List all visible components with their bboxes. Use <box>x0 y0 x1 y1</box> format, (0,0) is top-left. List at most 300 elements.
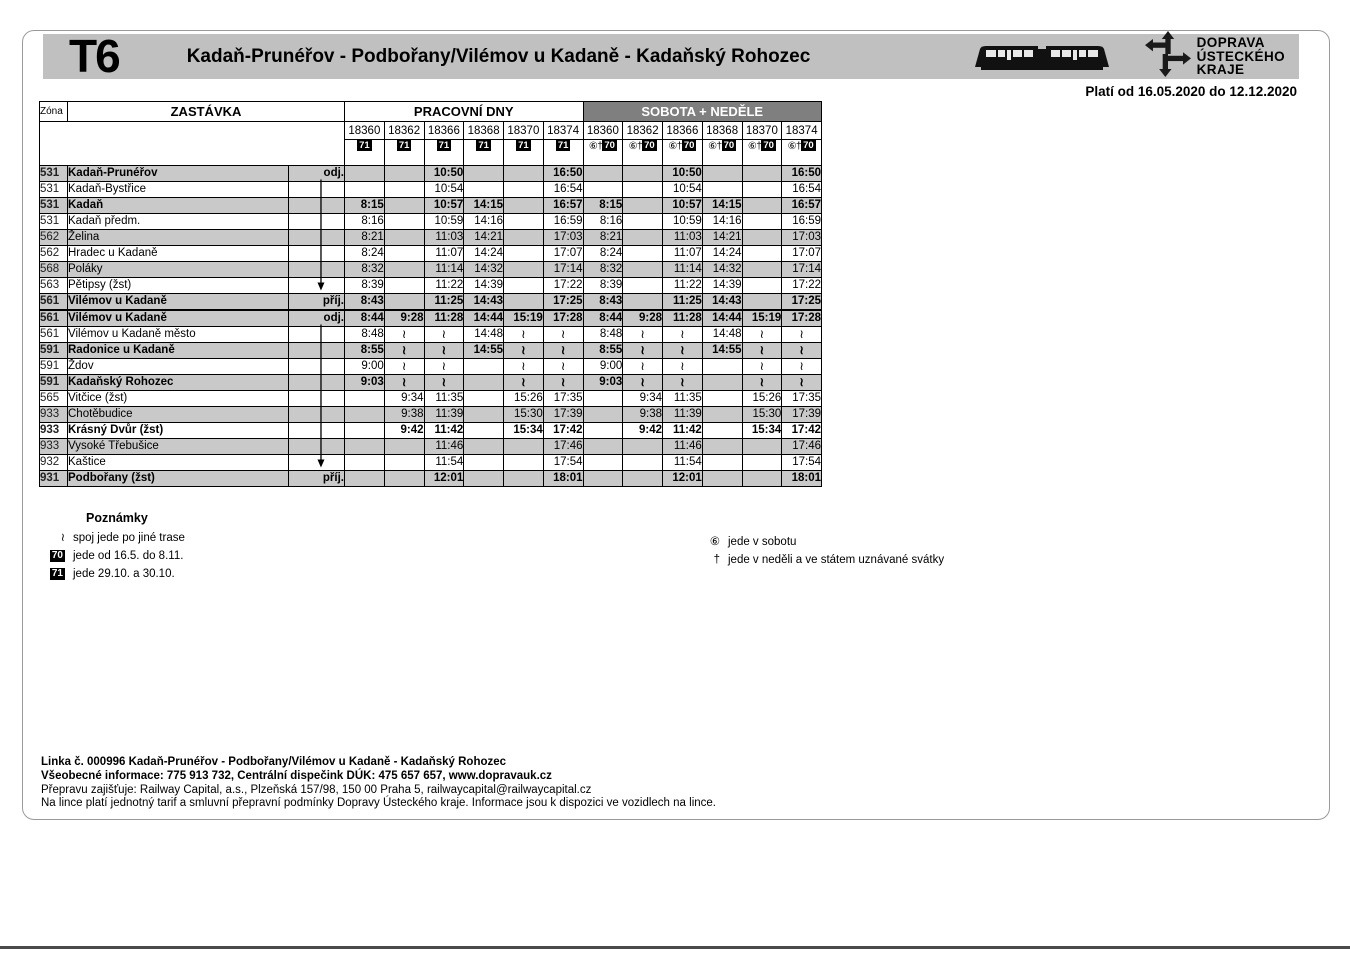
saturday-sunday-symbols: ⑥† <box>628 141 643 152</box>
station-name-cell: Chotěbudice <box>68 407 289 423</box>
arrival-departure-cell <box>289 375 345 391</box>
time-cell: 18:01 <box>543 471 583 487</box>
time-cell <box>742 262 782 278</box>
zone-cell: 562 <box>40 230 68 246</box>
footer-info <box>41 756 716 811</box>
station-row <box>40 375 822 391</box>
note-text: jede 29.10. a 30.10. <box>73 568 175 580</box>
time-cell <box>623 214 663 230</box>
time-cell: 9:42 <box>623 423 663 439</box>
zone-cell: 562 <box>40 246 68 262</box>
train-number: 18360 <box>345 122 385 140</box>
saturday-sunday-symbols: ⑥† <box>668 141 682 152</box>
time-cell <box>504 278 544 294</box>
time-cell: ≀ <box>543 327 583 343</box>
note-text: spoj jede po jiné trase <box>73 532 185 544</box>
time-cell: 14:16 <box>464 214 504 230</box>
time-cell: 14:21 <box>702 230 742 246</box>
time-cell <box>345 439 385 455</box>
time-cell <box>702 407 742 423</box>
time-cell: 9:34 <box>623 391 663 407</box>
station-name-cell: Pětipsy (žst) <box>68 278 289 294</box>
train-number: 18368 <box>464 122 504 140</box>
station-row <box>40 407 822 423</box>
time-cell: 11:54 <box>424 455 464 471</box>
time-cell <box>384 262 424 278</box>
time-cell: 17:42 <box>782 423 822 439</box>
content-box <box>22 30 1330 820</box>
time-cell: ≀ <box>504 359 544 375</box>
train-symbols <box>782 140 822 166</box>
footer-line: Linka č. 000996 Kadaň-Prunéřov - Podbořany/Vilémov u Kadaně - Kadaňský Rohozec <box>41 756 507 768</box>
station-name-cell: Želina <box>68 230 289 246</box>
time-cell: 17:28 <box>782 310 822 327</box>
time-cell: 17:25 <box>543 294 583 311</box>
arrival-departure-cell: příj. <box>289 294 345 311</box>
station-row <box>40 310 822 327</box>
time-cell <box>384 182 424 198</box>
zone-cell: 561 <box>40 294 68 311</box>
train-number: 18370 <box>742 122 782 140</box>
duk-logo <box>1145 31 1285 82</box>
station-row <box>40 327 822 343</box>
time-cell: 14:15 <box>702 198 742 214</box>
time-cell: 14:24 <box>702 246 742 262</box>
time-cell <box>702 166 742 182</box>
note-box-symbol: 71 <box>51 568 63 579</box>
time-cell: 11:35 <box>424 391 464 407</box>
time-cell: 10:59 <box>424 214 464 230</box>
note-box-symbol: 70 <box>723 140 735 151</box>
time-cell: 8:21 <box>345 230 385 246</box>
time-cell: 17:42 <box>543 423 583 439</box>
time-cell: ≀ <box>742 343 782 359</box>
time-cell: 11:39 <box>424 407 464 423</box>
time-cell: 16:50 <box>782 166 822 182</box>
time-cell: 12:01 <box>663 471 703 487</box>
time-cell <box>464 359 504 375</box>
time-cell: 15:19 <box>742 310 782 327</box>
time-cell: ≀ <box>742 375 782 391</box>
time-cell: 10:50 <box>424 166 464 182</box>
time-cell: 17:14 <box>782 262 822 278</box>
note-line <box>694 533 944 551</box>
time-cell <box>702 471 742 487</box>
validity-dates: Platí od 16.05.2020 do 12.12.2020 <box>1085 84 1297 99</box>
saturday-sunday-symbols: ⑥† <box>747 141 762 152</box>
time-cell: 17:14 <box>543 262 583 278</box>
time-cell: ≀ <box>504 375 544 391</box>
time-cell <box>384 471 424 487</box>
header-merged-cell <box>40 122 345 166</box>
time-cell: 11:07 <box>424 246 464 262</box>
zone-cell: 933 <box>40 439 68 455</box>
time-cell <box>702 375 742 391</box>
time-cell: 9:42 <box>384 423 424 439</box>
time-cell: 8:55 <box>583 343 623 359</box>
time-cell: ≀ <box>782 359 822 375</box>
time-cell: 15:26 <box>742 391 782 407</box>
time-cell: 17:35 <box>543 391 583 407</box>
time-cell <box>504 246 544 262</box>
zone-cell: 563 <box>40 278 68 294</box>
time-cell: ≀ <box>424 359 464 375</box>
time-cell: 14:39 <box>702 278 742 294</box>
time-cell: 15:26 <box>504 391 544 407</box>
time-cell <box>384 278 424 294</box>
zone-cell: 531 <box>40 166 68 182</box>
zone-column-header: Zóna <box>40 102 68 122</box>
train-symbols <box>424 140 464 166</box>
time-cell <box>384 439 424 455</box>
train-symbols <box>702 140 742 166</box>
time-cell <box>583 391 623 407</box>
time-cell: 17:39 <box>782 407 822 423</box>
time-cell: 10:54 <box>424 182 464 198</box>
time-cell <box>384 214 424 230</box>
time-cell: 11:03 <box>663 230 703 246</box>
time-cell: 8:15 <box>583 198 623 214</box>
time-cell <box>623 262 663 278</box>
note-box-symbol: 70 <box>51 550 63 561</box>
time-cell <box>464 471 504 487</box>
note-box-symbol: 71 <box>478 140 489 151</box>
time-cell <box>464 375 504 391</box>
time-cell <box>583 455 623 471</box>
station-name-cell: Ždov <box>68 359 289 375</box>
footer-line: Přepravu zajišťuje: Railway Capital, a.s., Plzeňská 157/98, 150 00 Praha 5, railwaycapital@railwaycapital.cz <box>41 783 592 796</box>
time-cell: ≀ <box>543 375 583 391</box>
duk-arrows-icon <box>1145 31 1191 82</box>
time-cell <box>504 166 544 182</box>
time-cell: 11:46 <box>424 439 464 455</box>
line-code: T6 <box>69 30 119 82</box>
note-box-symbol: 70 <box>644 140 655 151</box>
time-cell: 14:48 <box>464 327 504 343</box>
station-name-cell: Poláky <box>68 262 289 278</box>
time-cell: ≀ <box>384 327 424 343</box>
time-cell <box>623 471 663 487</box>
time-cell: 14:43 <box>702 294 742 311</box>
time-cell: 9:34 <box>384 391 424 407</box>
time-cell: 10:57 <box>663 198 703 214</box>
time-cell: 12:01 <box>424 471 464 487</box>
time-cell: ≀ <box>663 327 703 343</box>
time-cell: 17:46 <box>782 439 822 455</box>
time-cell <box>464 407 504 423</box>
time-cell <box>345 391 385 407</box>
zone-cell: 561 <box>40 310 68 327</box>
station-row <box>40 343 822 359</box>
time-cell: 16:50 <box>543 166 583 182</box>
time-cell: 8:32 <box>583 262 623 278</box>
time-cell: 17:03 <box>782 230 822 246</box>
time-cell: 14:21 <box>464 230 504 246</box>
time-cell: 16:59 <box>782 214 822 230</box>
time-cell: 11:39 <box>663 407 703 423</box>
time-cell: 17:22 <box>782 278 822 294</box>
time-cell <box>583 166 623 182</box>
train-number: 18368 <box>702 122 742 140</box>
station-row <box>40 262 822 278</box>
notes-right-column <box>694 533 944 569</box>
note-box-symbol: 71 <box>557 140 569 151</box>
time-cell: 11:25 <box>424 294 464 311</box>
station-name-cell: Kaštice <box>68 455 289 471</box>
time-cell: 11:22 <box>424 278 464 294</box>
time-cell <box>504 455 544 471</box>
station-name-cell: Kadaň-Prunéřov <box>68 166 289 182</box>
time-cell: 11:42 <box>663 423 703 439</box>
time-cell: 8:21 <box>583 230 623 246</box>
zone-cell: 531 <box>40 182 68 198</box>
station-row <box>40 230 822 246</box>
bottom-divider <box>0 946 1350 949</box>
time-cell: 14:39 <box>464 278 504 294</box>
time-cell: 16:54 <box>782 182 822 198</box>
time-cell: 15:34 <box>742 423 782 439</box>
station-row <box>40 391 822 407</box>
time-cell <box>384 166 424 182</box>
time-cell: ≀ <box>623 327 663 343</box>
arrival-departure-cell <box>289 423 345 439</box>
time-cell <box>384 294 424 311</box>
time-cell <box>464 455 504 471</box>
note-box-symbol: 71 <box>359 140 370 151</box>
zone-cell: 591 <box>40 343 68 359</box>
saturday-sunday-symbols: ⑥† <box>588 141 603 152</box>
time-cell <box>702 439 742 455</box>
time-cell: ≀ <box>504 327 544 343</box>
time-cell: 11:42 <box>424 423 464 439</box>
station-name-cell: Podbořany (žst) <box>68 471 289 487</box>
time-cell: 16:57 <box>782 198 822 214</box>
time-cell <box>623 230 663 246</box>
note-box-symbol: 71 <box>398 140 410 151</box>
station-name-cell: Vilémov u Kadaně město <box>68 327 289 343</box>
time-cell <box>742 198 782 214</box>
note-symbol: ⑥ <box>709 536 720 548</box>
zone-cell: 568 <box>40 262 68 278</box>
time-cell: 17:54 <box>543 455 583 471</box>
time-cell: 11:25 <box>663 294 703 311</box>
time-cell: 17:39 <box>543 407 583 423</box>
arrival-departure-cell: odj. <box>289 310 345 327</box>
time-cell: ≀ <box>663 375 703 391</box>
day-group-header-workdays: PRACOVNÍ DNY <box>345 102 584 122</box>
time-cell: 14:32 <box>464 262 504 278</box>
note-box-symbol: 70 <box>763 140 774 151</box>
time-cell: 9:00 <box>583 359 623 375</box>
time-cell <box>583 439 623 455</box>
time-cell: 17:07 <box>782 246 822 262</box>
time-cell <box>384 455 424 471</box>
station-name-cell: Vitčice (žst) <box>68 391 289 407</box>
day-group-header-weekend: SOBOTA + NEDĚLE <box>583 102 822 122</box>
zone-cell: 531 <box>40 198 68 214</box>
train-symbols <box>384 140 424 166</box>
time-cell: 8:16 <box>345 214 385 230</box>
zone-cell: 933 <box>40 407 68 423</box>
time-cell: 11:14 <box>663 262 703 278</box>
footer-line: Na lince platí jednotný tarif a smluvní přepravní podmínky Dopravy Ústeckého kraje. Informace jsou k dispozici ve vozidlech na lince. <box>41 797 716 810</box>
time-cell <box>345 166 385 182</box>
saturday-sunday-symbols: ⑥† <box>787 141 802 152</box>
station-name-cell: Vilémov u Kadaně <box>68 310 289 327</box>
note-box-symbol: 71 <box>438 140 450 151</box>
train-symbols <box>623 140 663 166</box>
time-cell <box>623 182 663 198</box>
time-cell: 10:50 <box>663 166 703 182</box>
time-cell <box>623 439 663 455</box>
time-cell: 8:15 <box>345 198 385 214</box>
note-symbol: ≀ <box>60 532 65 544</box>
time-cell: 14:15 <box>464 198 504 214</box>
zone-cell: 931 <box>40 471 68 487</box>
time-cell: 15:30 <box>504 407 544 423</box>
header-band <box>43 30 1299 82</box>
time-cell: 16:59 <box>543 214 583 230</box>
arrival-departure-cell <box>289 391 345 407</box>
train-number: 18374 <box>543 122 583 140</box>
station-row <box>40 455 822 471</box>
arrival-departure-cell <box>289 262 345 278</box>
time-cell <box>702 359 742 375</box>
note-box-symbol: 70 <box>803 140 814 151</box>
time-cell: ≀ <box>782 327 822 343</box>
train-number-row <box>40 122 822 140</box>
time-cell: 17:03 <box>543 230 583 246</box>
train-symbols <box>583 140 623 166</box>
time-cell <box>464 166 504 182</box>
time-cell <box>345 471 385 487</box>
time-cell: 14:55 <box>464 343 504 359</box>
time-cell <box>623 294 663 311</box>
arrival-departure-cell <box>289 246 345 262</box>
train-number: 18362 <box>384 122 424 140</box>
arrival-departure-cell <box>289 182 345 198</box>
time-cell <box>504 294 544 311</box>
zone-cell: 933 <box>40 423 68 439</box>
note-text: jede v sobotu <box>728 536 797 548</box>
time-cell: 15:30 <box>742 407 782 423</box>
time-cell <box>742 230 782 246</box>
duk-text-line1: DOPRAVA <box>1196 35 1265 51</box>
time-cell: 9:00 <box>345 359 385 375</box>
station-name-cell: Kadaň předm. <box>68 214 289 230</box>
time-cell: 11:07 <box>663 246 703 262</box>
notes-title: Poznámky <box>86 511 148 525</box>
time-cell: 14:48 <box>702 327 742 343</box>
time-cell <box>504 471 544 487</box>
time-cell: 14:24 <box>464 246 504 262</box>
train-number: 18370 <box>504 122 544 140</box>
time-cell <box>345 423 385 439</box>
time-cell: 9:03 <box>583 375 623 391</box>
time-cell <box>742 182 782 198</box>
time-cell: 8:43 <box>345 294 385 311</box>
station-row <box>40 423 822 439</box>
time-cell: ≀ <box>384 359 424 375</box>
train-number: 18362 <box>623 122 663 140</box>
time-cell <box>623 198 663 214</box>
arrival-departure-cell: odj. <box>289 166 345 182</box>
time-cell: ≀ <box>384 343 424 359</box>
time-cell <box>702 182 742 198</box>
time-cell <box>742 439 782 455</box>
time-cell: ≀ <box>424 375 464 391</box>
time-cell: 10:57 <box>424 198 464 214</box>
time-cell: 17:46 <box>543 439 583 455</box>
station-column-header: ZASTÁVKA <box>68 102 345 122</box>
time-cell: 14:16 <box>702 214 742 230</box>
time-cell: 8:43 <box>583 294 623 311</box>
station-row <box>40 246 822 262</box>
time-cell <box>583 423 623 439</box>
station-name-cell: Kadaň <box>68 198 289 214</box>
time-cell: 16:54 <box>543 182 583 198</box>
note-text: jede v neděli a ve státem uznávané svátky <box>728 554 945 566</box>
arrival-departure-cell <box>289 327 345 343</box>
time-cell: 14:55 <box>702 343 742 359</box>
station-name-cell: Vilémov u Kadaně <box>68 294 289 311</box>
time-cell: 9:03 <box>345 375 385 391</box>
time-cell: 8:48 <box>583 327 623 343</box>
time-cell <box>504 230 544 246</box>
time-cell <box>345 455 385 471</box>
train-number: 18374 <box>782 122 822 140</box>
station-row <box>40 294 822 311</box>
time-cell: ≀ <box>742 359 782 375</box>
timetable-wrapper <box>39 101 823 487</box>
station-name-cell: Radonice u Kadaně <box>68 343 289 359</box>
zone-cell: 591 <box>40 375 68 391</box>
time-cell <box>742 278 782 294</box>
time-cell <box>504 214 544 230</box>
arrival-departure-cell <box>289 214 345 230</box>
time-cell: 11:28 <box>663 310 703 327</box>
time-cell <box>702 423 742 439</box>
time-cell: 17:35 <box>782 391 822 407</box>
time-cell <box>742 214 782 230</box>
zone-cell: 591 <box>40 359 68 375</box>
time-cell <box>742 166 782 182</box>
station-row <box>40 439 822 455</box>
time-cell: 17:25 <box>782 294 822 311</box>
duk-text-line2: ÚSTECKÉHO <box>1196 48 1285 64</box>
time-cell: ≀ <box>663 359 703 375</box>
time-cell <box>623 278 663 294</box>
arrival-departure-cell <box>289 359 345 375</box>
time-cell: ≀ <box>543 343 583 359</box>
time-cell: 10:54 <box>663 182 703 198</box>
time-cell: ≀ <box>782 343 822 359</box>
time-cell <box>464 391 504 407</box>
train-symbols <box>464 140 504 166</box>
time-cell: 9:38 <box>384 407 424 423</box>
time-cell <box>464 439 504 455</box>
time-cell: 14:32 <box>702 262 742 278</box>
time-cell <box>384 230 424 246</box>
time-cell: 11:28 <box>424 310 464 327</box>
notes-section <box>39 511 1039 583</box>
time-cell: 9:38 <box>623 407 663 423</box>
station-row <box>40 166 822 182</box>
route-title: Kadaň-Prunéřov - Podbořany/Vilémov u Kadaně - Kadaňský Rohozec <box>186 45 811 67</box>
time-cell <box>623 166 663 182</box>
train-symbols <box>504 140 544 166</box>
time-cell <box>742 294 782 311</box>
